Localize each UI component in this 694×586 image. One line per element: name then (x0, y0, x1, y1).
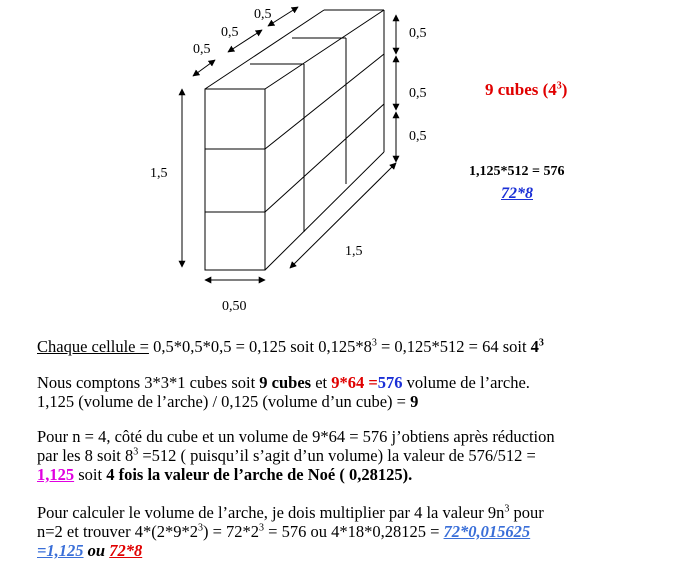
calc-result: 72*8 (501, 185, 533, 202)
paragraph-volume: Pour calculer le volume de l’arche, je dois multiplier par 4 la valeur $9n^3$ pour n=2 et trouver $4*(2*9*2^3) = 72*2^3 = 576$ ou 4*18*0,28125 = 72*0,015625 =1,125 ou 72*8 (37, 503, 544, 560)
label-left-height: 1,5 (150, 166, 168, 181)
figure-title: 9 cubes $(4^3)$ (485, 80, 568, 99)
dimension-arrows (182, 7, 396, 280)
label-top-depth-2: 0,5 (221, 25, 239, 40)
paragraph-count: Nous comptons 3*3*1 cubes soit 9 cubes et 9*64 =576 volume de l’arche. 1,125 (volume de l’arche) / 0,125 (volume d’un cube) = 9 (37, 373, 530, 411)
calc-line: 1,125*512 = 576 (469, 164, 565, 179)
paragraph-n4: Pour n = 4, côté du cube et un volume de 9*64 = 576 j’obtiens après réduction par les 8 soit $8^3 =512$ ( puisqu’il s’agit d’un volume) la valeur de 576/512 = 1,125 soit 4 fois la valeur de l’arche de Noé ( 0,28125). (37, 427, 555, 484)
label-bottom-width: 0,50 (222, 299, 247, 314)
label-right-h1: 0,5 (409, 26, 427, 41)
label-length: 1,5 (345, 244, 363, 259)
label-top-depth-1: 0,5 (193, 42, 211, 57)
label-top-depth-3: 0,5 (254, 7, 272, 22)
paragraph-cell: Chaque cellule = 0,5*0,5*0,5 = 0,125 soit $0,125*8^3 = 0,125*512 = 64$ soit $4^3$ (37, 337, 544, 356)
label-right-h2: 0,5 (409, 86, 427, 101)
label-right-h3: 0,5 (409, 129, 427, 144)
